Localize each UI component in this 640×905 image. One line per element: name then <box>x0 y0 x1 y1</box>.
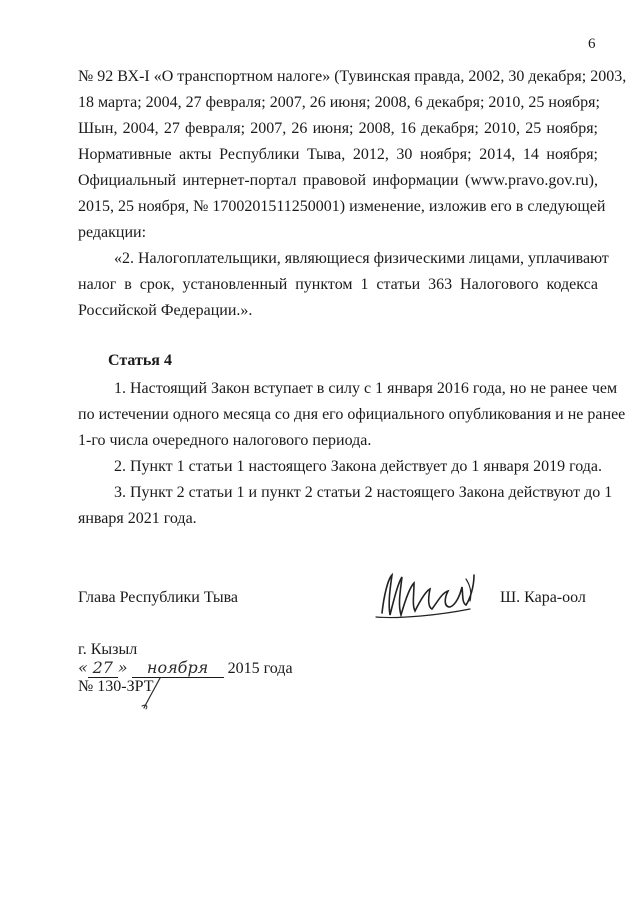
article-body <box>78 376 626 532</box>
date-month: ноября <box>132 659 224 678</box>
law-number: № 130-ЗРТ <box>78 678 154 695</box>
date-line <box>78 658 293 679</box>
text-line: по истечении одного месяца со дня его официального опубликования и не ранее <box>78 406 626 423</box>
text-line: января 2021 года. <box>78 510 197 527</box>
city: г. Кызыл <box>78 641 138 658</box>
signature-icon <box>370 565 485 630</box>
text-line: Шын, 2004, 27 февраля; 2007, 26 июня; 2008, 16 декабря; 2010, 25 ноября; <box>78 120 598 137</box>
date-open-quote: « <box>78 658 88 677</box>
text-line: Российской Федерации.». <box>78 302 253 319</box>
text-line: Нормативные акты Республики Тыва, 2012, 30 ноября; 2014, 14 ноября; <box>78 146 598 163</box>
date-day: 27 <box>88 659 118 678</box>
text-line: «2. Налогоплательщики, являющиеся физическими лицами, уплачивают <box>114 250 609 267</box>
text-line: редакции: <box>78 224 147 241</box>
date-flourish-icon <box>138 676 168 715</box>
quote-paragraph <box>78 246 609 324</box>
text-line: № 92 ВХ-I «О транспортном налоге» (Тувинская правда, 2002, 30 декабря; 2003, <box>78 68 627 85</box>
signatory-name: Ш. Кара-оол <box>500 589 586 606</box>
intro-paragraph <box>78 64 627 246</box>
date-close-quote: » <box>117 658 128 677</box>
text-line: 1. Настоящий Закон вступает в силу с 1 января 2016 года, но не ранее чем <box>114 380 618 397</box>
article-heading: Статья 4 <box>108 352 172 369</box>
text-line: 2015, 25 ноября, № 1700201511250001) изменение, изложив его в следующей <box>78 198 606 215</box>
page-number: 6 <box>588 36 596 52</box>
text-line: налог в срок, установленный пунктом 1 статьи 363 Налогового кодекса <box>78 276 598 293</box>
date-year: 2015 года <box>227 660 293 677</box>
text-line: Официальный интернет-портал правовой информации (www.pravo.gov.ru), <box>78 172 598 189</box>
text-line: 18 марта; 2004, 27 февраля; 2007, 26 июня; 2008, 6 декабря; 2010, 25 ноября; <box>78 94 600 111</box>
signatory-title: Глава Республики Тыва <box>78 589 239 606</box>
text-line: 2. Пункт 1 статьи 1 настоящего Закона действует до 1 января 2019 года. <box>114 458 603 475</box>
text-line: 1-го числа очередного налогового периода. <box>78 432 372 449</box>
text-line: 3. Пункт 2 статьи 1 и пункт 2 статьи 2 настоящего Закона действуют до 1 <box>114 484 613 501</box>
city-line <box>78 640 137 660</box>
